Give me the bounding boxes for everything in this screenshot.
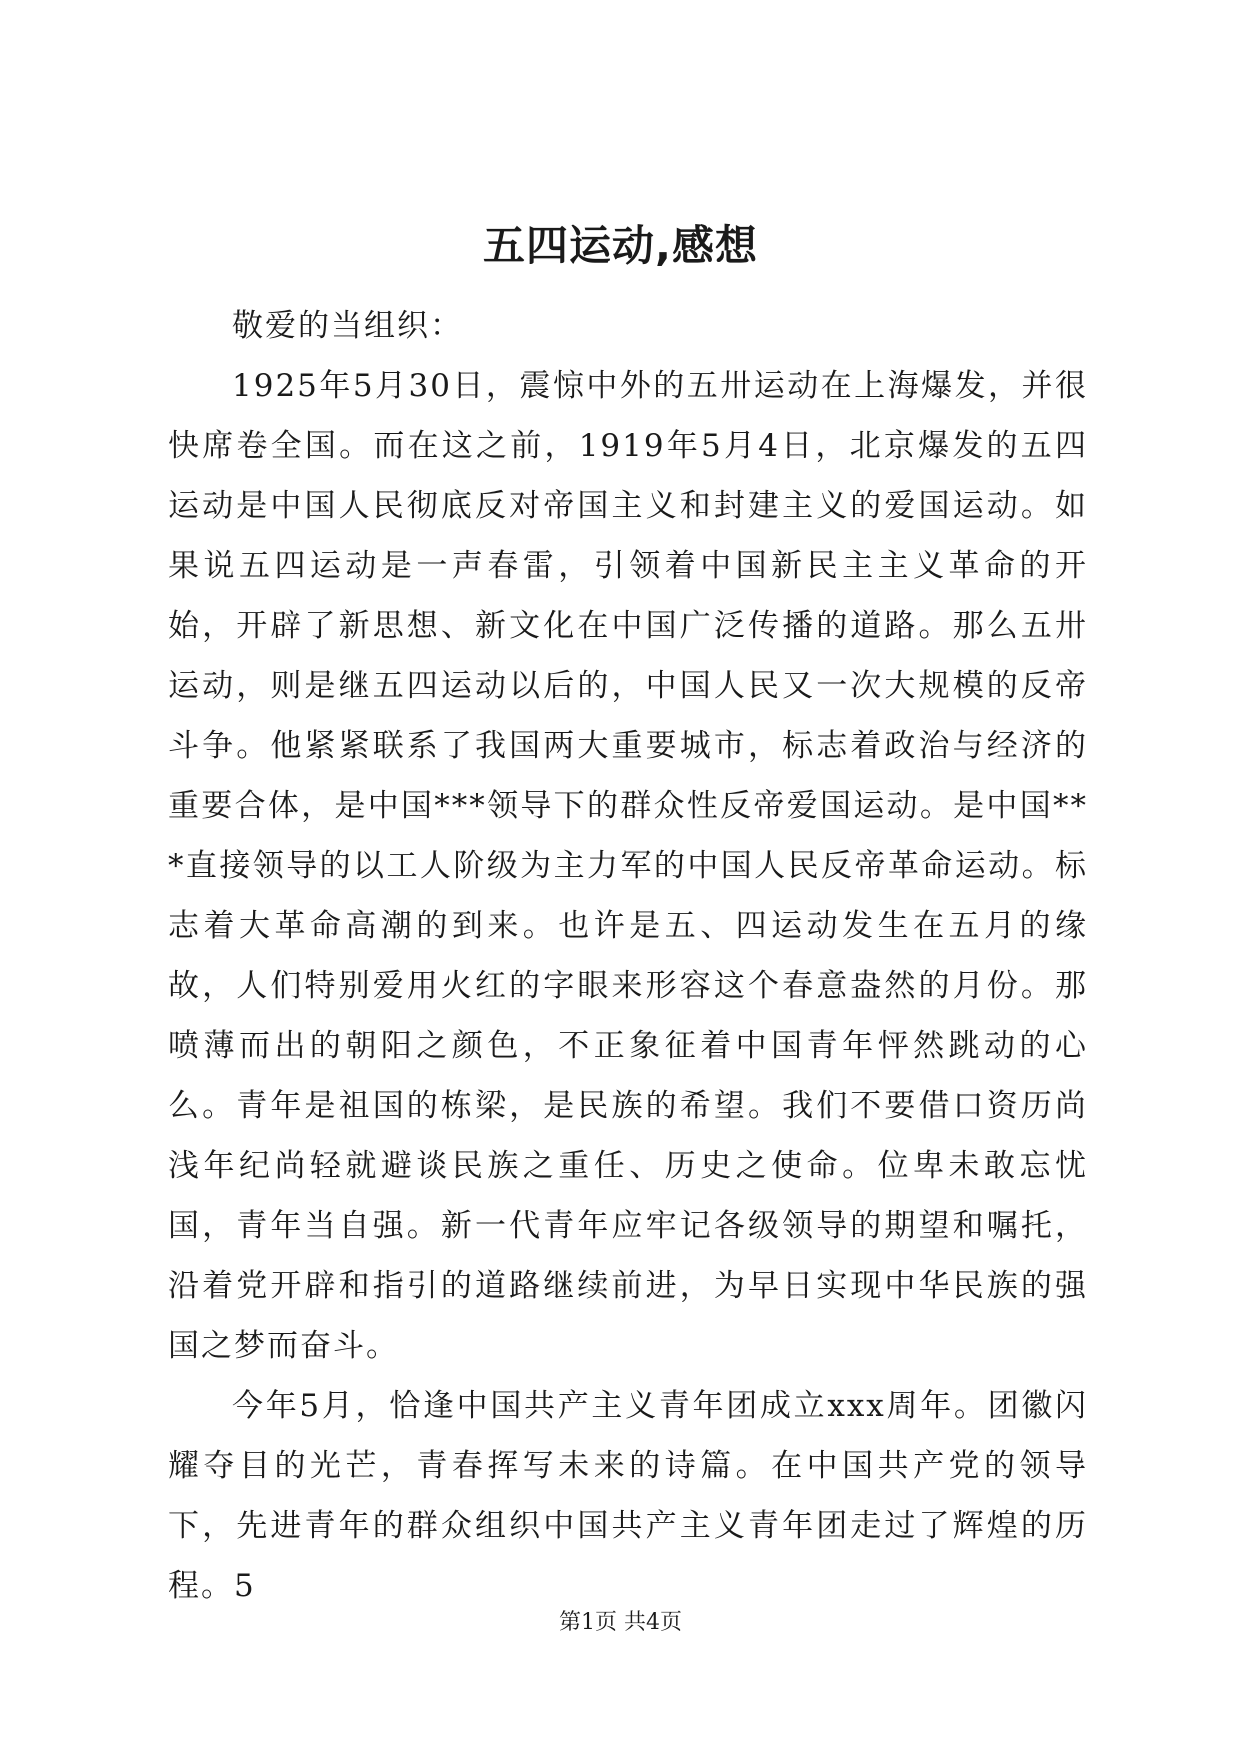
document-body (168, 296, 1088, 1616)
paragraph-1: 1925年5月30日，震惊中外的五卅运动在上海爆发，并很快席卷全国。而在这之前，1919年5月4日，北京爆发的五四运动是中国人民彻底反对帝国主义和封建主义的爱国运动。如果说五四运动是一声春雷，引领着中国新民主主义革命的开始，开辟了新思想、新文化在中国广泛传播的道路。那么五卅运动，则是继五四运动以后的，中国人民又一次大规模的反帝斗争。他紧紧联系了我国两大重要城市，标志着政治与经济的重要合体，是中国***领导下的群众性反帝爱国运动。是中国***直接领导的以工人阶级为主力军的中国人民反帝革命运动。标志着大革命高潮的到来。也许是五、四运动发生在五月的缘故，人们特别爱用火红的字眼来形容这个春意盎然的月份。那喷薄而出的朝阳之颜色，不正象征着中国青年怦然跳动的心么。青年是祖国的栋梁，是民族的希望。我们不要借口资历尚浅年纪尚轻就避谈民族之重任、历史之使命。位卑未敢忘忧国，青年当自强。新一代青年应牢记各级领导的期望和嘱托，沿着党开辟和指引的道路继续前进，为早日实现中华民族的强国之梦而奋斗。 (168, 368, 1088, 1364)
document-title: 五四运动,感想 (483, 221, 758, 270)
salutation: 敬爱的当组织： (232, 308, 463, 344)
page-number-footer: 第1页 共4页 (559, 1610, 682, 1635)
paragraph-2: 今年5月，恰逢中国共产主义青年团成立xxx周年。团徽闪耀夺目的光芒，青春挥写未来的诗篇。在中国共产党的领导下，先进青年的群众组织中国共产主义青年团走过了辉煌的历程。5 (168, 1388, 1088, 1604)
